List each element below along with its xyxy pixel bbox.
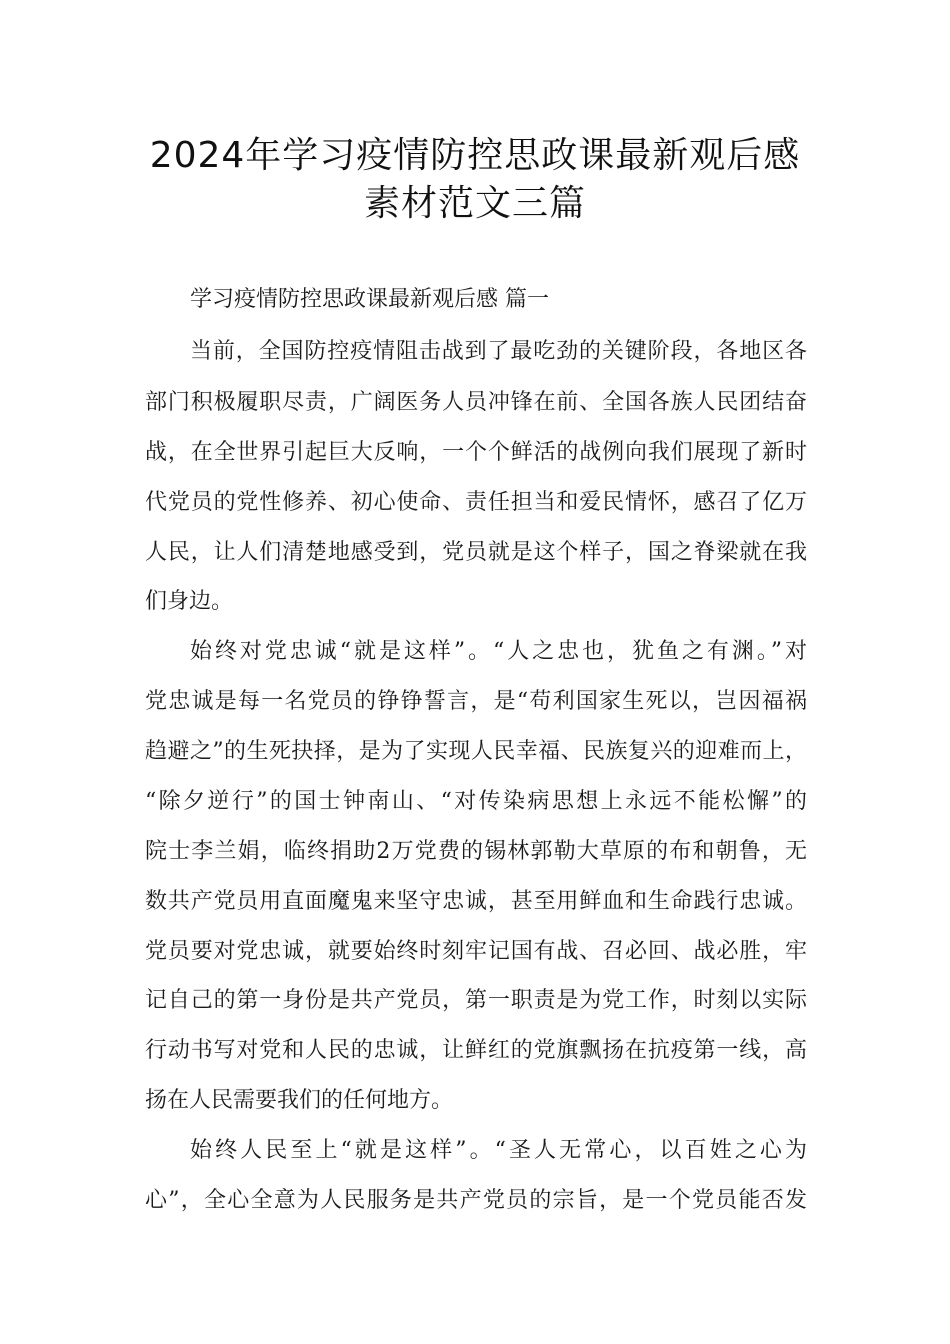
paragraph-2-line: 党忠诚是每一名党员的铮铮誓言，是“苟利国家生死以，岂因福祸 [145,689,807,714]
paragraph-1-line: 战，在全世界引起巨大反响，一个个鲜活的战例向我们展现了新时 [145,440,807,465]
paragraph-2-line: 数共产党员用直面魔鬼来坚守忠诚，甚至用鲜血和生命践行忠诚。 [145,889,807,914]
paragraph-1-line: 人民，让人们清楚地感受到，党员就是这个样子，国之脊梁就在我 [145,540,807,565]
paragraph-1-line: 们身边。 [145,589,234,614]
paragraph-3-line: 始终人民至上“就是这样”。“圣人无常心，以百姓之心为 [190,1138,807,1163]
paragraph-2-line: 行动书写对党和人民的忠诚，让鲜红的党旗飘扬在抗疫第一线，高 [145,1038,807,1063]
paragraph-1-line: 当前，全国防控疫情阻击战到了最吃劲的关键阶段，各地区各 [190,339,807,364]
paragraph-2-line: 党员要对党忠诚，就要始终时刻牢记国有战、召必回、战必胜，牢 [145,939,807,964]
document-title-line-1: 2024年学习疫情防控思政课最新观后感 [149,135,801,176]
paragraph-2-line: 趋避之”的生死抉择，是为了实现人民幸福、民族复兴的迎难而上， [145,739,807,764]
paragraph-3-line: 心”，全心全意为人民服务是共产党员的宗旨，是一个党员能否发 [145,1188,807,1213]
paragraph-1-line: 代党员的党性修养、初心使命、责任担当和爱民情怀，感召了亿万 [145,490,807,515]
paragraph-2-line: 院士李兰娟，临终捐助2万党费的锡林郭勒大草原的布和朝鲁，无 [145,839,807,864]
document-title-line-2: 素材范文三篇 [363,183,586,224]
paragraph-2-line: 始终对党忠诚“就是这样”。“人之忠也，犹鱼之有渊。”对 [190,639,807,664]
paragraph-2-line: 扬在人民需要我们的任何地方。 [145,1088,454,1113]
paragraph-2-line: “除夕逆行”的国士钟南山、“对传染病思想上永远不能松懈”的 [145,789,807,814]
paragraph-1-line: 部门积极履职尽责，广阔医务人员冲锋在前、全国各族人民团结奋 [145,390,807,415]
paragraph-2-line: 记自己的第一身份是共产党员，第一职责是为党工作，时刻以实际 [145,988,807,1013]
section-heading: 学习疫情防控思政课最新观后感 篇一 [190,287,549,312]
